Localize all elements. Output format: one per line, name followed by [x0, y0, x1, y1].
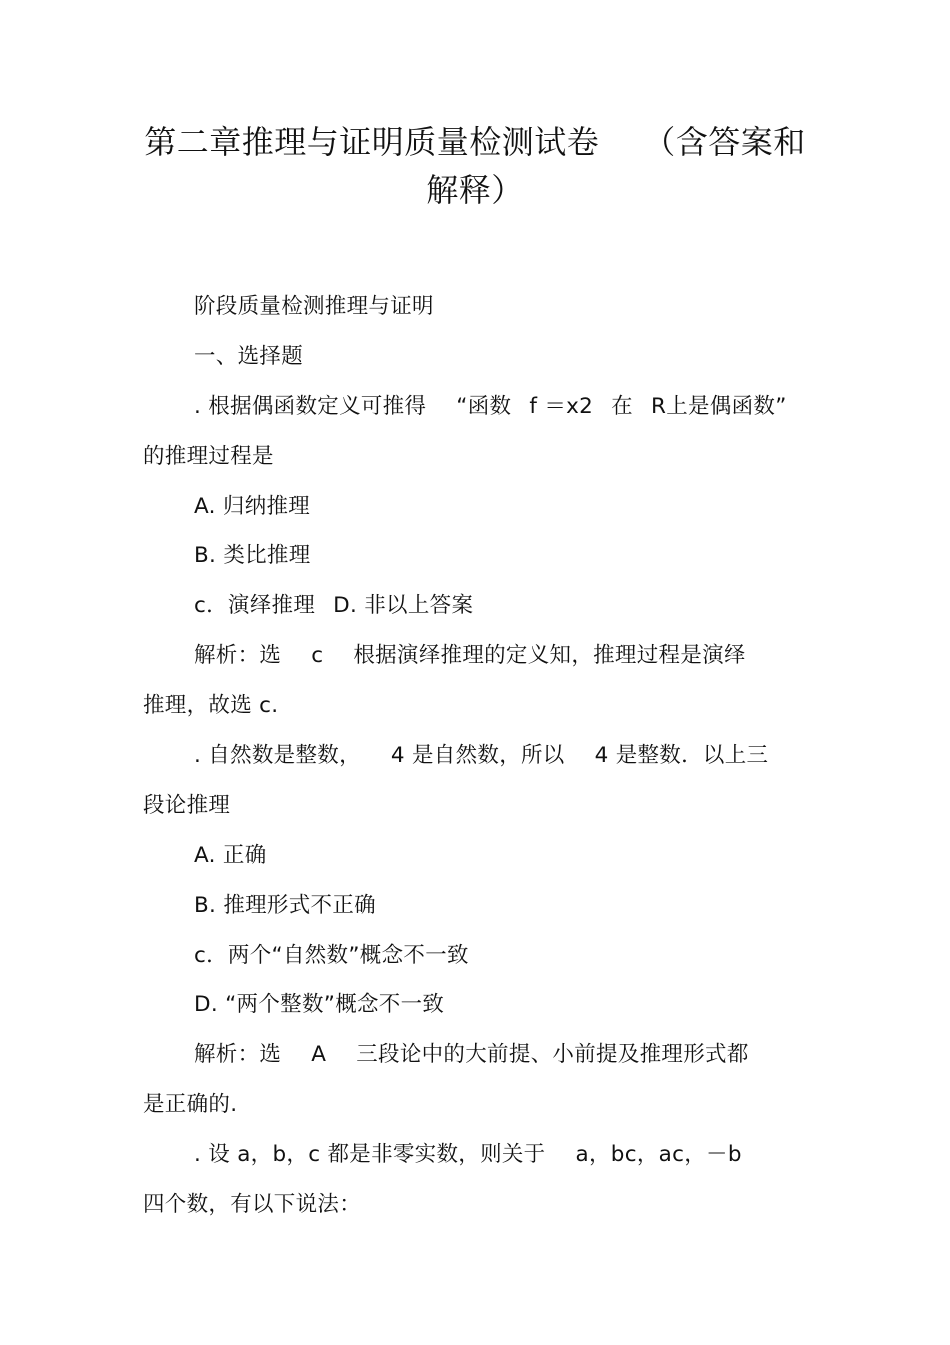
q3-stem-line2: 四个数，有以下说法： — [143, 1192, 362, 1217]
q2-analysis: 解析：选 A 三段论中的大前提、小前提及推理形式都 — [194, 1042, 749, 1067]
q1-option-b: B. 类比推理 — [194, 543, 311, 568]
title-line2: 解释） — [426, 171, 524, 209]
q1-analysis: 解析：选 c 根据演绎推理的定义知，推理过程是演绎 — [194, 643, 746, 668]
section-heading: 一、选择题 — [194, 344, 304, 369]
q1-analysis-line2: 推理，故选 c. — [143, 693, 279, 718]
q2-analysis-line2: 是正确的. — [143, 1092, 238, 1117]
q2-option-d: D. “两个整数”概念不一致 — [194, 992, 445, 1017]
document-title — [140, 118, 810, 214]
q2-stem: . 自然数是整数， 4 是自然数，所以 4 是整数．以上三 — [194, 743, 769, 768]
q1-stem-line2: 的推理过程是 — [143, 444, 274, 469]
q2-option-a: A. 正确 — [194, 843, 267, 868]
q2-option-c: c．两个“自然数”概念不一致 — [194, 943, 469, 968]
title-line1-paren: （含答案和 — [643, 123, 806, 161]
title-line1-main: 第二章推理与证明质量检测试卷 — [144, 123, 600, 161]
q2-option-b: B. 推理形式不正确 — [194, 893, 376, 918]
q1-options-cd: c．演绎推理 D. 非以上答案 — [194, 593, 474, 618]
subtitle: 阶段质量检测推理与证明 — [194, 294, 434, 319]
q1-stem: . 根据偶函数定义可推得 “函数 f ＝x2 在 R上是偶函数” — [194, 394, 787, 419]
q3-stem: . 设 a，b，c 都是非零实数，则关于 a，bc，ac，－b — [194, 1142, 742, 1167]
q1-option-a: A. 归纳推理 — [194, 494, 311, 519]
q2-stem-line2: 段论推理 — [143, 793, 231, 818]
